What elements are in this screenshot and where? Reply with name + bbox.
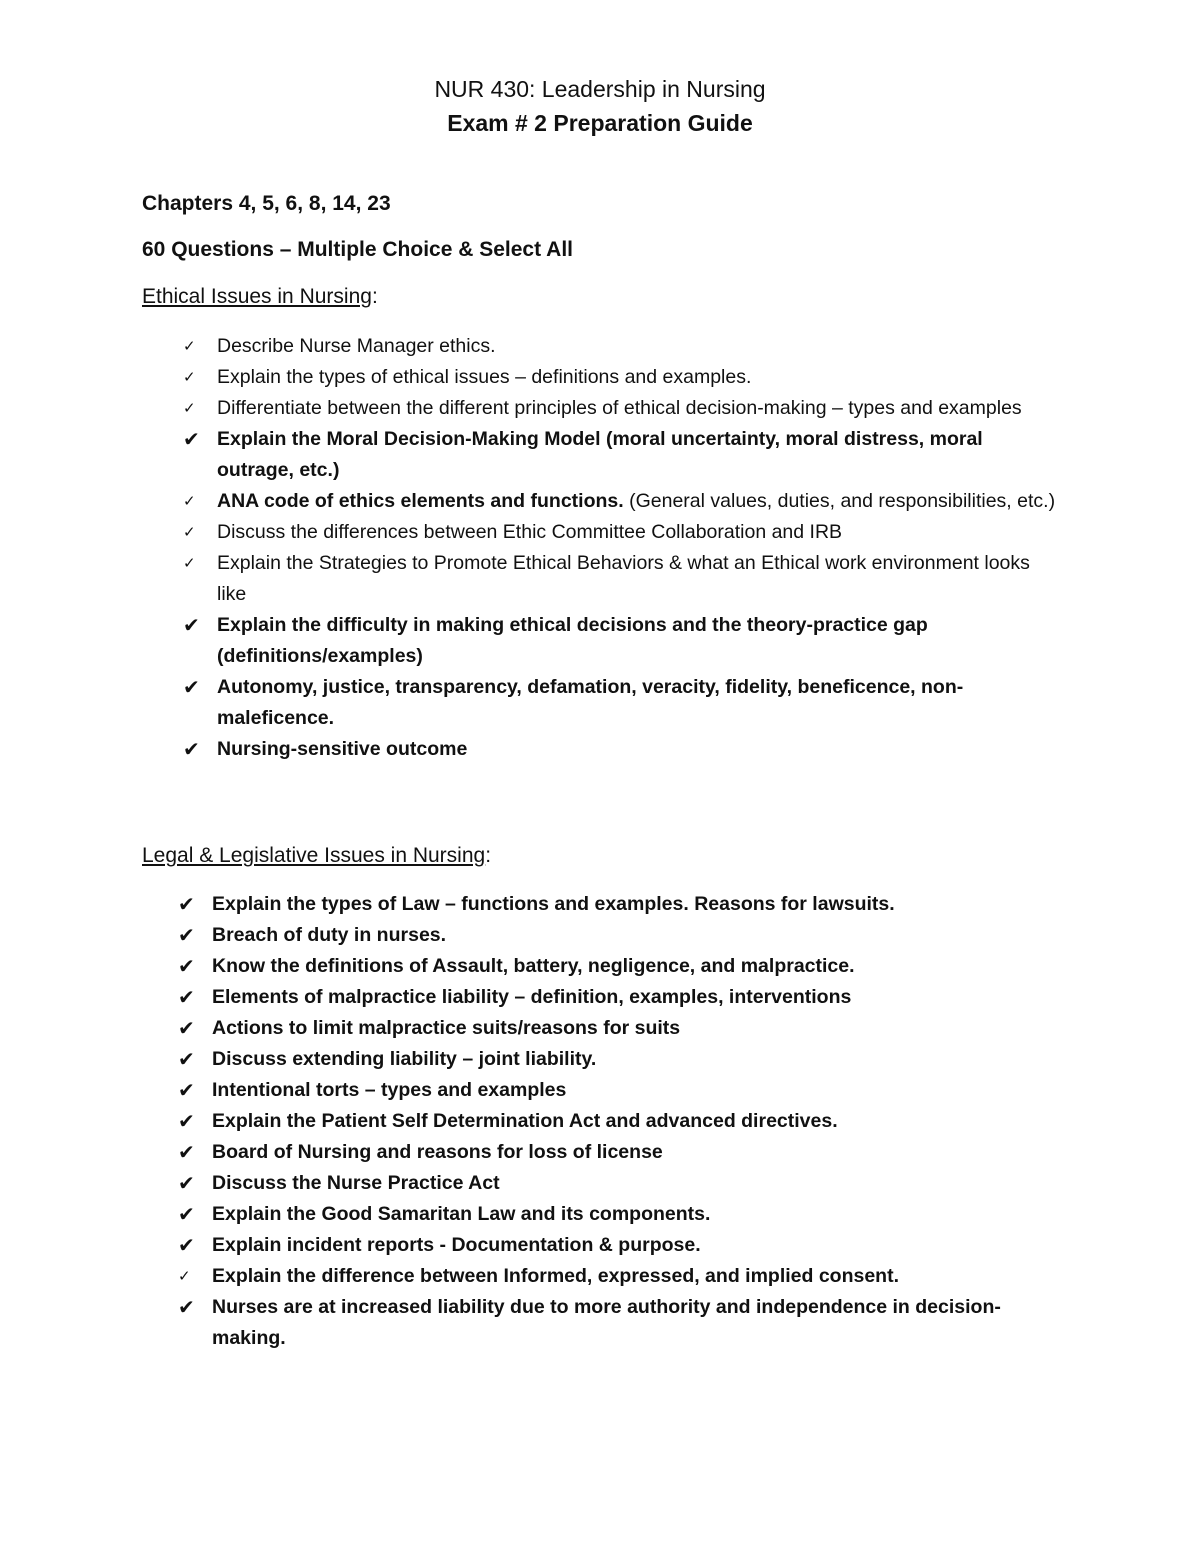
checklist-item-text: Differentiate between the different principles of ethical decision-making – types and examples [217,397,1022,419]
checkmark-icon: ✔ [178,1233,195,1257]
checklist-item [183,362,1063,393]
checklist-item [178,1168,1068,1199]
checklist-item [178,1013,1068,1044]
checkmark-icon: ✔ [178,985,195,1009]
checkmark-icon: ✔ [178,1171,195,1195]
checkmark-icon: ✔ [178,1202,195,1226]
checklist-item [178,1044,1068,1075]
checklist-item [178,951,1068,982]
checklist-item-text: Know the definitions of Assault, battery, negligence, and malpractice. [212,955,855,977]
checkmark-icon: ✓ [183,492,196,510]
checklist-item-text: Intentional torts – types and examples [212,1079,567,1101]
checklist-item [178,1106,1068,1137]
checklist-item [178,1199,1068,1230]
checklist-item-text: Board of Nursing and reasons for loss of license [212,1141,663,1163]
ethical-heading-colon: : [371,285,378,308]
checklist-item [183,517,1063,548]
checklist-item [178,1075,1068,1106]
checkmark-icon: ✔ [178,923,195,947]
checklist-item-text: Discuss extending liability – joint liability. [212,1048,597,1070]
checkmark-icon: ✔ [178,1109,195,1133]
checklist-item [183,486,1063,517]
checklist-item-text: Explain incident reports - Documentation & purpose. [212,1234,701,1256]
checklist-item [178,1292,1068,1354]
checkmark-icon: ✔ [178,892,195,916]
checklist-item-text: Explain the types of Law – functions and examples. Reasons for lawsuits. [212,893,895,915]
legal-checklist [178,889,1068,1354]
chapters-line: Chapters 4, 5, 6, 8, 14, 23 [142,192,391,215]
checkmark-icon: ✔ [178,1047,195,1071]
checklist-item [178,889,1068,920]
checklist-item-text: Elements of malpractice liability – definition, examples, interventions [212,986,852,1008]
legal-heading-text: Legal & Legislative Issues in Nursing [142,844,486,867]
checklist-item-text: Explain the types of ethical issues – definitions and examples. [217,366,752,388]
checklist-item [178,982,1068,1013]
checklist-item-text: Explain the Patient Self Determination Act and advanced directives. [212,1110,838,1132]
checkmark-icon: ✔ [183,675,200,699]
checklist-item-text: Explain the difference between Informed, expressed, and implied consent. [212,1265,900,1287]
checklist-item-text: Nursing-sensitive outcome [217,738,468,760]
checkmark-icon: ✔ [178,1078,195,1102]
checkmark-icon: ✔ [178,1016,195,1040]
checklist-item [183,672,1063,734]
ethical-section-heading [142,285,378,309]
checklist-item-text: Describe Nurse Manager ethics. [217,335,496,357]
checklist-item-text: Explain the difficulty in making ethical decisions and the theory-practice gap (definitions/examples) [217,614,928,667]
checklist-item-text: (General values, duties, and responsibilities, etc.) [623,490,1056,512]
checkmark-icon: ✓ [183,399,196,417]
checkmark-icon: ✔ [183,613,200,637]
legal-heading-colon: : [485,844,492,867]
checklist-item-text: Actions to limit malpractice suits/reasons for suits [212,1017,681,1039]
checklist-item-text: Autonomy, justice, transparency, defamation, veracity, fidelity, beneficence, non-maleficence. [217,676,964,729]
checkmark-icon: ✔ [178,1295,195,1319]
ethical-checklist [183,331,1063,765]
checklist-item [178,1230,1068,1261]
checkmark-icon: ✔ [183,737,200,761]
title-line-course: NUR 430: Leadership in Nursing [434,76,766,102]
document-title [0,72,1200,140]
checkmark-icon: ✔ [178,954,195,978]
title-line-exam: Exam # 2 Preparation Guide [447,110,753,136]
checklist-item-text: Explain the Strategies to Promote Ethical Behaviors & what an Ethical work environment looks like [217,552,1030,605]
checkmark-icon: ✓ [183,523,196,541]
checklist-item [178,1261,1068,1292]
checkmark-icon: ✔ [183,427,200,451]
checklist-item [178,1137,1068,1168]
checklist-item [183,548,1063,610]
legal-section-heading [142,844,491,868]
checkmark-icon: ✔ [178,1140,195,1164]
checklist-item [178,920,1068,951]
checklist-item-bold-text: ANA code of ethics elements and functions. [217,490,624,512]
checklist-item [183,424,1063,486]
checklist-item-text: Breach of duty in nurses. [212,924,447,946]
checklist-item-text: Explain the Moral Decision-Making Model (moral uncertainty, moral distress, moral outrage, etc.) [217,428,983,481]
checkmark-icon: ✓ [183,368,196,386]
checklist-item-text: Discuss the Nurse Practice Act [212,1172,500,1194]
checklist-item [183,393,1063,424]
checkmark-icon: ✓ [183,554,196,572]
checklist-item [183,734,1063,765]
checkmark-icon: ✓ [178,1267,191,1285]
questions-line: 60 Questions – Multiple Choice & Select All [142,238,573,261]
checklist-item [183,331,1063,362]
checklist-item-text: Nurses are at increased liability due to more authority and independence in decision-making. [212,1296,1001,1349]
ethical-heading-text: Ethical Issues in Nursing [142,285,372,308]
checklist-item [183,610,1063,672]
checklist-item-text: Discuss the differences between Ethic Committee Collaboration and IRB [217,521,843,543]
checkmark-icon: ✓ [183,337,196,355]
checklist-item-text: Explain the Good Samaritan Law and its components. [212,1203,711,1225]
